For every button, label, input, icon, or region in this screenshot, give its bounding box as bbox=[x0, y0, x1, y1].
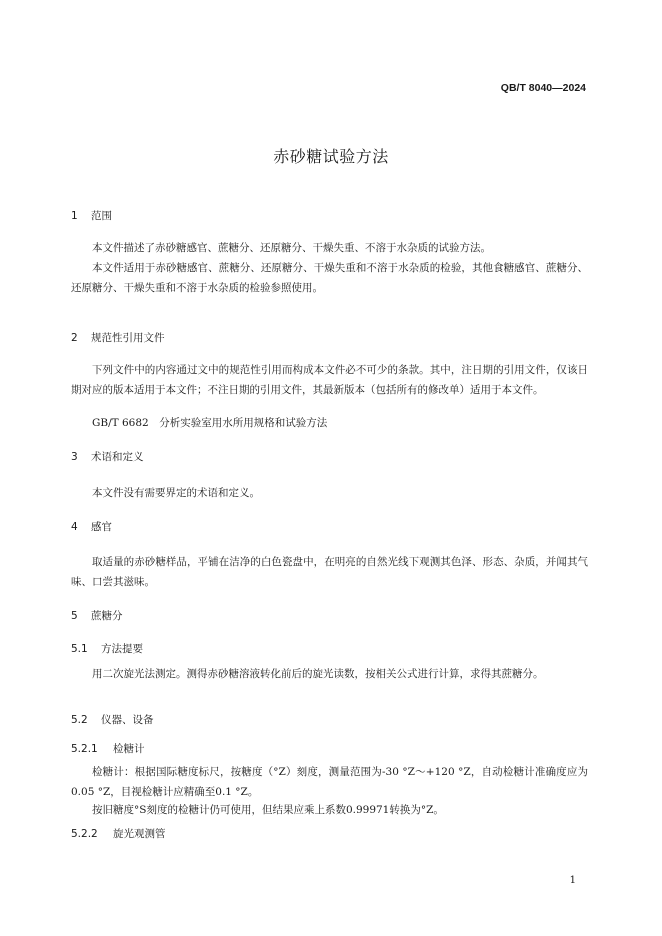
section-4-heading bbox=[71, 519, 112, 534]
section-title: 范围 bbox=[91, 210, 112, 222]
section-1-paragraph-1: 本文件描述了赤砂糖感官、蔗糖分、还原糖分、干燥失重、不溶于水杂质的试验方法。 bbox=[92, 242, 491, 254]
section-5-2-1-heading bbox=[71, 741, 145, 756]
section-1-heading bbox=[71, 208, 112, 223]
section-5-heading bbox=[71, 608, 123, 623]
section-number: 1 bbox=[71, 210, 78, 222]
section-5-2-1-paragraph-1: 检糖计：根据国际糖度标尺，按糖度（°Z）刻度，测量范围为-30 °Z～+120 °Z，自动检糖计准确度应为0.05 °Z，目视检糖计应精确至0.1 °Z。 bbox=[71, 766, 588, 798]
section-title: 术语和定义 bbox=[91, 451, 144, 463]
section-title: 仪器、设备 bbox=[101, 714, 154, 726]
section-number: 3 bbox=[71, 451, 78, 463]
section-title: 感官 bbox=[91, 521, 112, 533]
section-1-paragraph-2: 本文件适用于赤砂糖感官、蔗糖分、还原糖分、干燥失重和不溶于水杂质的检验，其他食糖感官、蔗糖分、还原糖分、干燥失重和不溶于水杂质的检验参照使用。 bbox=[71, 262, 588, 294]
section-5-1-paragraph-1: 用二次旋光法测定。测得赤砂糖溶液转化前后的旋光读数，按相关公式进行计算，求得其蔗糖分。 bbox=[92, 668, 544, 680]
section-number: 5.2.1 bbox=[71, 743, 98, 755]
section-number: 5.2 bbox=[71, 714, 88, 726]
section-title: 规范性引用文件 bbox=[91, 332, 165, 344]
section-number: 5.1 bbox=[71, 643, 88, 655]
section-4-paragraph-1: 取适量的赤砂糖样品，平铺在洁净的白色瓷盘中，在明亮的自然光线下观测其色泽、形态、杂质，并闻其气味、口尝其滋味。 bbox=[71, 556, 588, 588]
section-5-1-heading bbox=[71, 641, 143, 656]
section-number: 5.2.2 bbox=[71, 828, 98, 840]
section-3-paragraph-1: 本文件没有需要界定的术语和定义。 bbox=[92, 487, 260, 499]
normative-reference-gbt6682: GB/T 6682 分析实验室用水所用规格和试验方法 bbox=[92, 417, 328, 429]
section-title: 蔗糖分 bbox=[91, 610, 123, 622]
page-number: 1 bbox=[569, 875, 576, 886]
document-title: 赤砂糖试验方法 bbox=[273, 147, 389, 166]
section-number: 5 bbox=[71, 610, 78, 622]
section-title: 方法提要 bbox=[101, 643, 143, 655]
section-5-2-1-paragraph-2: 按旧糖度°S刻度的检糖计仍可使用，但结果应乘上系数0.99971转换为°Z。 bbox=[92, 804, 444, 816]
section-2-paragraph-1: 下列文件中的内容通过文中的规范性引用而构成本文件必不可少的条款。其中，注日期的引用文件，仅该日期对应的版本适用于本文件；不注日期的引用文件，其最新版本（包括所有的修改单）适用于本文件。 bbox=[71, 364, 588, 396]
section-5-2-2-heading bbox=[71, 826, 166, 841]
section-title: 旋光观测管 bbox=[113, 828, 166, 840]
section-2-heading bbox=[71, 330, 165, 345]
section-number: 2 bbox=[71, 332, 78, 344]
section-3-heading bbox=[71, 449, 144, 464]
standard-code: QB/T 8040—2024 bbox=[500, 82, 586, 94]
section-title: 检糖计 bbox=[113, 743, 145, 755]
section-number: 4 bbox=[71, 521, 78, 533]
section-5-2-heading bbox=[71, 712, 154, 727]
